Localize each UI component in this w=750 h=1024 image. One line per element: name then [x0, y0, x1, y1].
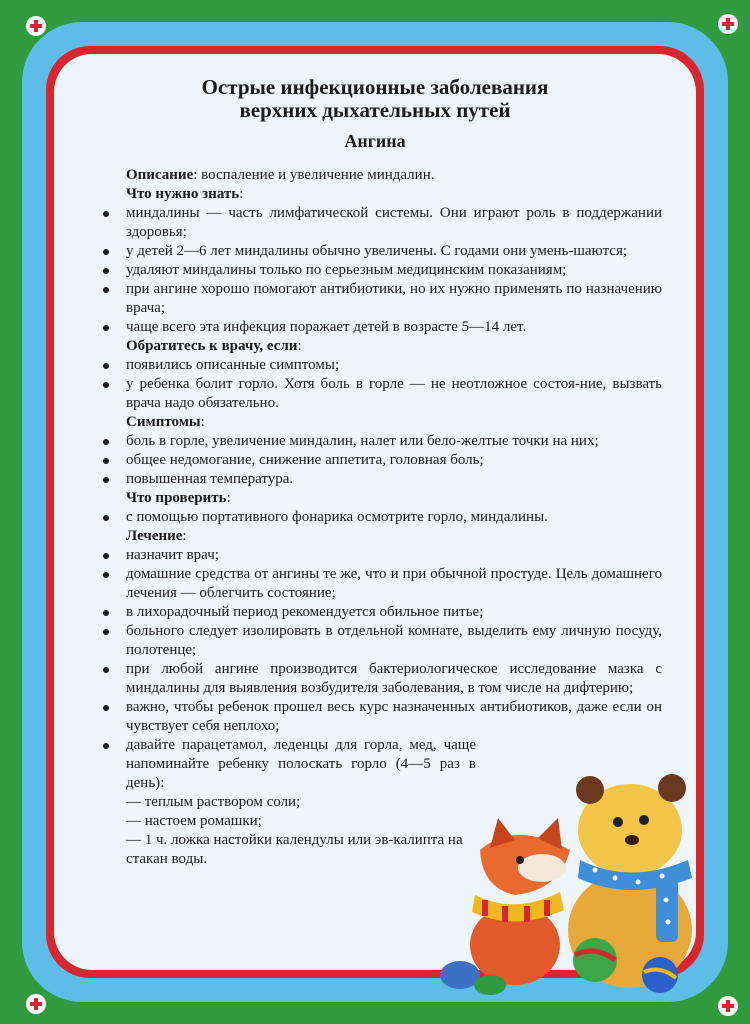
medical-cross-icon: [718, 996, 738, 1016]
bullet-icon: [103, 211, 109, 217]
list-item: назначит врач;: [126, 546, 662, 565]
list-item: боль в горле, увеличение миндалин, налет или бело-желтые точки на них;: [126, 432, 662, 451]
sub-item: — 1 ч. ложка настойки календулы или эв-калипта на стакан воды.: [126, 832, 463, 867]
bullet-icon: [103, 439, 109, 445]
list-item: в лихорадочный период рекомендуется обильное питье;: [126, 603, 662, 622]
medical-cross-icon: [26, 16, 46, 36]
bear-eye-left: [613, 817, 623, 827]
fox-boot: [474, 975, 506, 995]
sub-item: — настоем ромашки;: [126, 813, 262, 829]
know-list: [126, 204, 662, 337]
fox-muzzle: [518, 854, 566, 882]
description-paragraph: [126, 166, 662, 185]
bullet-icon: [103, 667, 109, 673]
check-list: [126, 508, 662, 527]
bullet-icon: [103, 477, 109, 483]
list-item: у детей 2—6 лет миндалины обычно увеличены. С годами они умень-шаются;: [126, 242, 662, 261]
treatment-heading: Лечение:: [126, 528, 187, 544]
bullet-icon: [103, 629, 109, 635]
medical-cross-icon: [718, 14, 738, 34]
list-item: домашние средства от ангины те же, что и при обычной простуде. Цель домашнего лечения — облегчить состояние;: [126, 565, 662, 603]
bear-ear-left: [576, 776, 604, 804]
treatment-list: [126, 546, 662, 793]
bear-nose: [625, 835, 639, 845]
bullet-icon: [103, 458, 109, 464]
symptoms-list: [126, 432, 662, 489]
page-title-line-2: верхних дыхательных путей: [239, 98, 511, 122]
list-item: чаще всего эта инфекция поражает детей в возрасте 5—14 лет.: [126, 318, 662, 337]
doctor-list: [126, 356, 662, 413]
bullet-icon: [103, 515, 109, 521]
list-item: важно, чтобы ребенок прошел весь курс назначенных антибиотиков, даже если он чувствует себя неплохо;: [126, 698, 662, 736]
bullet-icon: [103, 363, 109, 369]
description-text: : воспаление и увеличение миндалин.: [193, 167, 435, 183]
description-label: Описание: [126, 167, 194, 183]
list-item: с помощью портативного фонарика осмотрите горло, миндалины.: [126, 508, 662, 527]
bear-ear-right: [658, 774, 686, 802]
bullet-icon: [103, 610, 109, 616]
list-item: больного следует изолировать в отдельной комнате, выделить ему личную посуду, полотенце;: [126, 622, 662, 660]
list-item: повышенная температура.: [126, 470, 662, 489]
page-subtitle: Ангина: [344, 131, 406, 151]
bullet-icon: [103, 572, 109, 578]
fox-and-bear-illustration: [420, 760, 720, 1000]
bullet-icon: [103, 705, 109, 711]
symptoms-heading: Симптомы:: [126, 414, 205, 430]
list-item: давайте парацетамол, леденцы для горла, мед, чаще напоминайте ребенку полоскать горло (4—5 раз в день):: [126, 736, 476, 793]
bullet-icon: [103, 743, 109, 749]
bear-eye-right: [639, 815, 649, 825]
list-item: появились описанные симптомы;: [126, 356, 662, 375]
check-heading: Что проверить:: [126, 490, 231, 506]
bullet-icon: [103, 249, 109, 255]
list-item: общее недомогание, снижение аппетита, головная боль;: [126, 451, 662, 470]
page-title-line-1: Острые инфекционные заболевания: [201, 75, 549, 99]
doctor-heading: Обратитесь к врачу, если:: [126, 338, 302, 354]
list-item: у ребенка болит горло. Хотя боль в горле — не неотложное состоя-ние, вызвать врача надо обязательно.: [126, 375, 662, 413]
fox-eye: [516, 856, 524, 864]
bullet-icon: [103, 382, 109, 388]
list-item: удаляют миндалины только по серьезным медицинским показаниям;: [126, 261, 662, 280]
bullet-icon: [103, 553, 109, 559]
bullet-icon: [103, 268, 109, 274]
list-item: миндалины — часть лимфатической системы. Они играют роль в поддержании здоровья;: [126, 204, 662, 242]
bear-scarf-tail: [656, 872, 678, 942]
bullet-icon: [103, 325, 109, 331]
know-heading: Что нужно знать:: [126, 186, 244, 202]
list-item: при любой ангине производится бактериологическое исследование мазка с миндалины для выявления возбудителя заболевания, в том числе на дифтерию;: [126, 660, 662, 698]
ball-green: [573, 938, 617, 982]
sub-item: — теплым раствором соли;: [126, 794, 301, 810]
bullet-icon: [103, 287, 109, 293]
fox-boot: [440, 961, 480, 989]
medical-cross-icon: [26, 994, 46, 1014]
list-item: при ангине хорошо помогают антибиотики, но их нужно применять по назначению врача;: [126, 280, 662, 318]
